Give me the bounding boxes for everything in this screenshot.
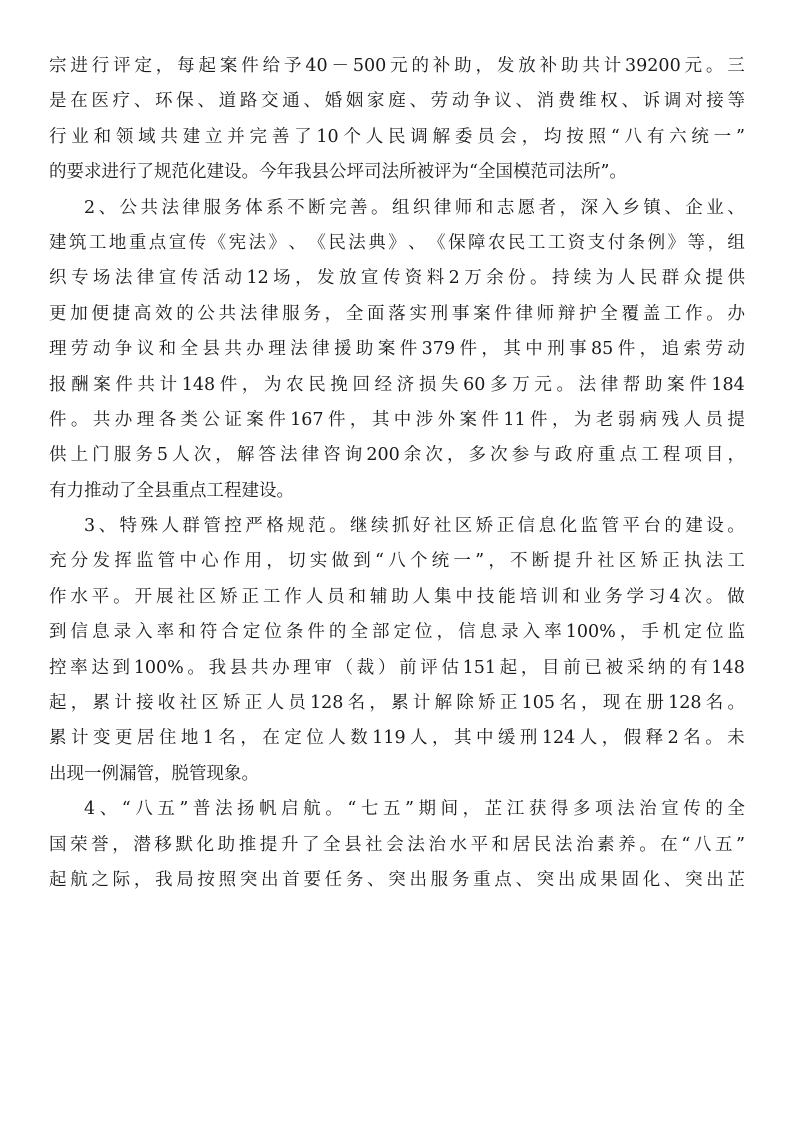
text-line: 理 劳 动 争 议 和 全 县 共 办 理 法 律 援 助 案 件 379 件 ， 其 中 刑 事 85 件 ， 追 索 劳 动 bbox=[49, 339, 745, 360]
document-page bbox=[49, 49, 745, 898]
text-line: 累 计 变 更 居 住 地 1 名 ， 在 定 位 人 数 119 人 ， 其 中 缓 刑 124 人 ， 假 释 2 名 。 未 bbox=[49, 728, 745, 749]
text-line: 更 加 便 捷 高 效 的 公 共 法 律 服 务 ， 全 面 落 实 刑 事 案 件 律 师 辩 护 全 覆 盖 工 作 。 办 bbox=[49, 303, 745, 324]
text-line: 建 筑 工 地 重 点 宣 传 《 宪 法 》 、 《 民 法 典 》 、 《 保 障 农 民 工 工 资 支 付 条 例 》 等 ， 组 bbox=[49, 232, 745, 253]
text-line: 起 航 之 际 ， 我 局 按 照 突 出 首 要 任 务 、 突 出 服 务 重 点 、 突 出 成 果 固 化 、 突 出 芷 bbox=[49, 869, 745, 890]
text-line: 织 专 场 法 律 宣 传 活 动 12 场 ， 发 放 宣 传 资 料 2 万 余 份 。 持 续 为 人 民 群 众 提 供 bbox=[49, 268, 745, 289]
text-line: 报 酬 案 件 共 计 148 件 ， 为 农 民 挽 回 经 济 损 失 60 多 万 元 。 法 律 帮 助 案 件 184 bbox=[49, 374, 745, 395]
text-line: 行 业 和 领 域 共 建 立 并 完 善 了 10 个 人 民 调 解 委 员 会 ， 均 按 照 “ 八 有 六 统 一 ” bbox=[49, 126, 745, 147]
text-line: 3 、 特 殊 人 群 管 控 严 格 规 范 。 继 续 抓 好 社 区 矫 正 信 息 化 监 管 平 台 的 建 设 。 bbox=[84, 516, 745, 537]
text-line: 宗 进 行 评 定 ， 每 起 案 件 给 予 40 － 500 元 的 补 助 ， 发 放 补 助 共 计 39200 元 。 三 bbox=[49, 56, 745, 76]
text-line: 有 力 推 动 了 全 县 重 点 工 程 建 设 。 bbox=[49, 480, 294, 501]
text-line: 出 现 一 例 漏 管 ， 脱 管 现 象 。 bbox=[49, 763, 259, 784]
text-line: 充 分 发 挥 监 管 中 心 作 用 ， 切 实 做 到 “ 八 个 统 一 ” ， 不 断 提 升 社 区 矫 正 执 法 工 bbox=[49, 551, 745, 572]
text-line: 2 、 公 共 法 律 服 务 体 系 不 断 完 善 。 组 织 律 师 和 志 愿 者 ， 深 入 乡 镇 、 企 业 、 bbox=[84, 197, 745, 218]
text-line: 件 。 共 办 理 各 类 公 证 案 件 167 件 ， 其 中 涉 外 案 件 11 件 ， 为 老 弱 病 残 人 员 提 bbox=[49, 409, 745, 430]
text-line: 作 水 平 。 开 展 社 区 矫 正 工 作 人 员 和 辅 助 人 集 中 技 能 培 训 和 业 务 学 习 4 次 。 做 bbox=[49, 586, 745, 607]
text-line: 是 在 医 疗 、 环 保 、 道 路 交 通 、 婚 姻 家 庭 、 劳 动 争 议 、 消 费 维 权 、 诉 调 对 接 等 bbox=[49, 91, 745, 112]
text-line: 到 信 息 录 入 率 和 符 合 定 位 条 件 的 全 部 定 位 ， 信 息 录 入 率 100% ， 手 机 定 位 监 bbox=[49, 622, 745, 643]
text-line: 4 、 “ 八 五 ” 普 法 扬 帆 启 航 。 “ 七 五 ” 期 间 ， 芷 江 获 得 多 项 法 治 宣 传 的 全 bbox=[84, 799, 745, 820]
text-line: 供 上 门 服 务 5 人 次 ， 解 答 法 律 咨 询 200 余 次 ， 多 次 参 与 政 府 重 点 工 程 项 目 ， bbox=[49, 445, 745, 466]
text-line: 起 ， 累 计 接 收 社 区 矫 正 人 员 128 名 ， 累 计 解 除 矫 正 105 名 ， 现 在 册 128 名 。 bbox=[49, 693, 745, 714]
text-line: 控 率 达 到 100% 。 我 县 共 办 理 审 （ 裁 ） 前 评 估 151 起 ， 目 前 已 被 采 纳 的 有 148 bbox=[49, 657, 745, 678]
text-line: 国 荣 誉 ， 潜 移 默 化 助 推 提 升 了 全 县 社 会 法 治 水 平 和 居 民 法 治 素 养 。 在 “ 八 五 ” bbox=[49, 834, 745, 855]
text-line: 的 要 求 进 行 了 规 范 化 建 设 。 今 年 我 县 公 坪 司 法 所 被 评 为 “ 全 国 模 范 司 法 所 ” 。 bbox=[49, 162, 627, 183]
